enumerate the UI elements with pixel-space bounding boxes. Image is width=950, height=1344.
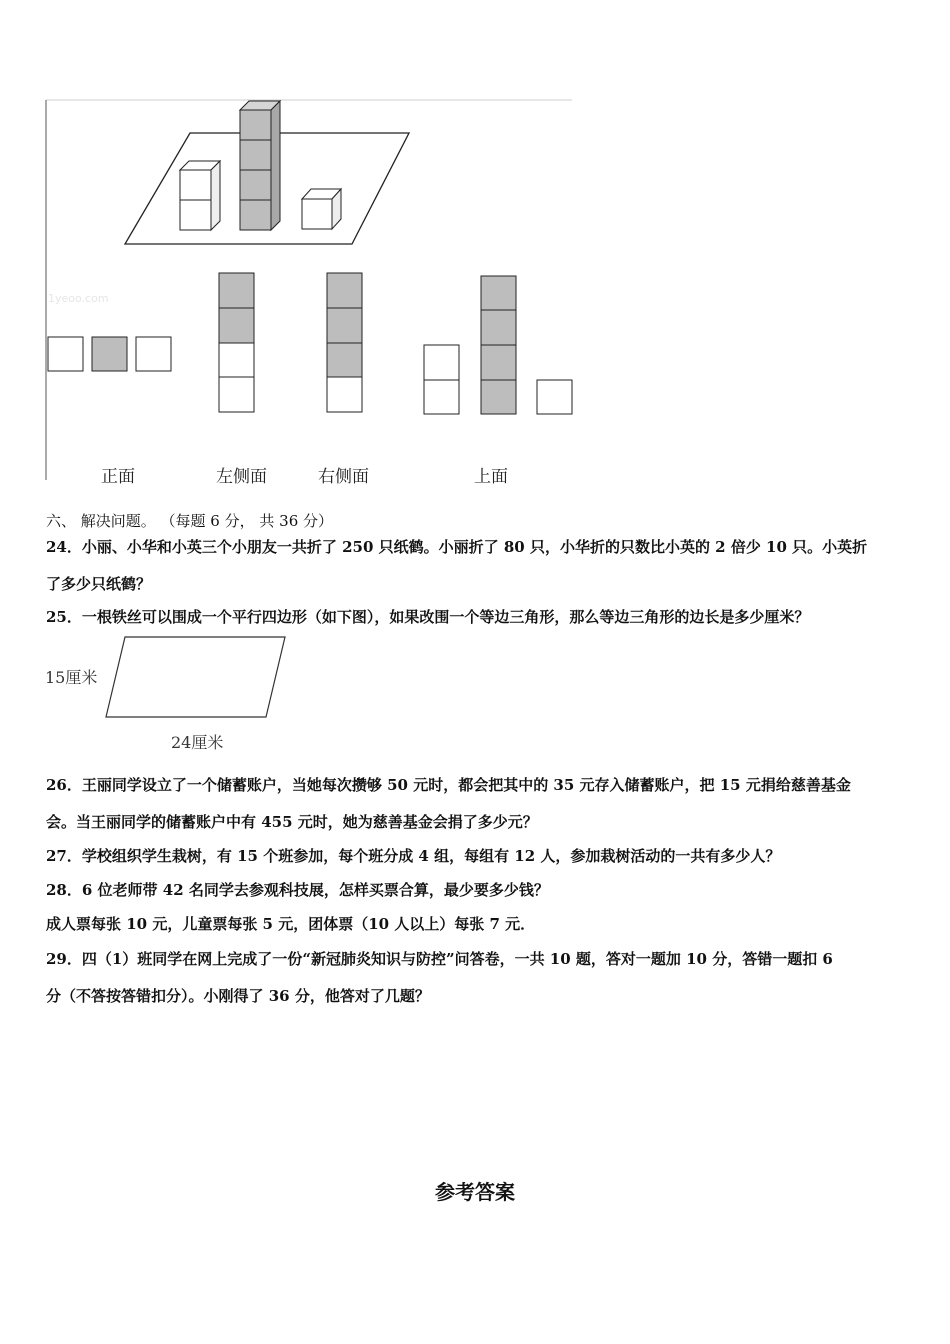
view-option-right-side [327, 273, 362, 412]
parallelogram-figure [40, 630, 320, 760]
question-25: 25．一根铁丝可以围成一个平行四边形（如下图），如果改围一个等边三角形，那么等边三角形的边长是多少厘米？ [46, 608, 810, 626]
question-29-line-1: 29．四（1）班同学在网上完成了一份“新冠肺炎知识与防控”问答卷，一共 10 题，答对一题加 10 分，答错一题扣 6 [46, 950, 833, 968]
question-29-line-2: 分（不答按答错扣分）。小刚得了 36 分，他答对了几题？ [46, 987, 430, 1005]
section-heading: 六、 解决问题。 （每题 6 分， 共 36 分） [46, 512, 334, 530]
cube-figure-drawing [0, 0, 600, 500]
question-26-line-1: 26．王丽同学设立了一个储蓄账户，当她每次攒够 50 元时，都会把其中的 35 元存入储蓄账户，把 15 元捐给慈善基金 [46, 776, 851, 794]
cube-stack-middle [240, 101, 280, 230]
watermark: 1yeoo.com [48, 292, 109, 305]
answer-section-title: 参考答案 [435, 1180, 515, 1204]
cube-stack-left [180, 161, 220, 230]
view-option-top [424, 276, 572, 414]
question-27: 27．学校组织学生栽树，有 15 个班参加，每个班分成 4 组，每组有 12 人，参加栽树活动的一共有多少人？ [46, 847, 781, 865]
view-label-right-side: 右侧面 [318, 467, 369, 487]
question-28-line-1: 28．6 位老师带 42 名同学去参观科技展，怎样买票合算，最少要多少钱？ [46, 881, 549, 899]
view-option-left-side [219, 273, 254, 412]
question-26-line-2: 会。当王丽同学的储蓄账户中有 455 元时，她为慈善基金会捐了多少元？ [46, 813, 538, 831]
parallelogram-shape [106, 637, 285, 717]
view-option-front [48, 337, 171, 371]
cube-views-figure [0, 0, 600, 500]
cube-single-right [302, 189, 341, 229]
base-length-label: 24厘米 [171, 733, 224, 752]
question-24-line-2: 了多少只纸鹤？ [46, 575, 152, 593]
question-24-line-1: 24．小丽、小华和小英三个小朋友一共折了 250 只纸鹤。小丽折了 80 只，小华折的只数比小英的 2 倍少 10 只。小英折 [46, 538, 868, 556]
view-label-front: 正面 [101, 467, 135, 487]
question-28-line-2: 成人票每张 10 元，儿童票每张 5 元，团体票（10 人以上）每张 7 元． [46, 915, 536, 933]
view-label-top: 上面 [474, 467, 508, 487]
view-label-left-side: 左侧面 [216, 467, 267, 487]
side-length-label: 15厘米 [45, 668, 98, 687]
